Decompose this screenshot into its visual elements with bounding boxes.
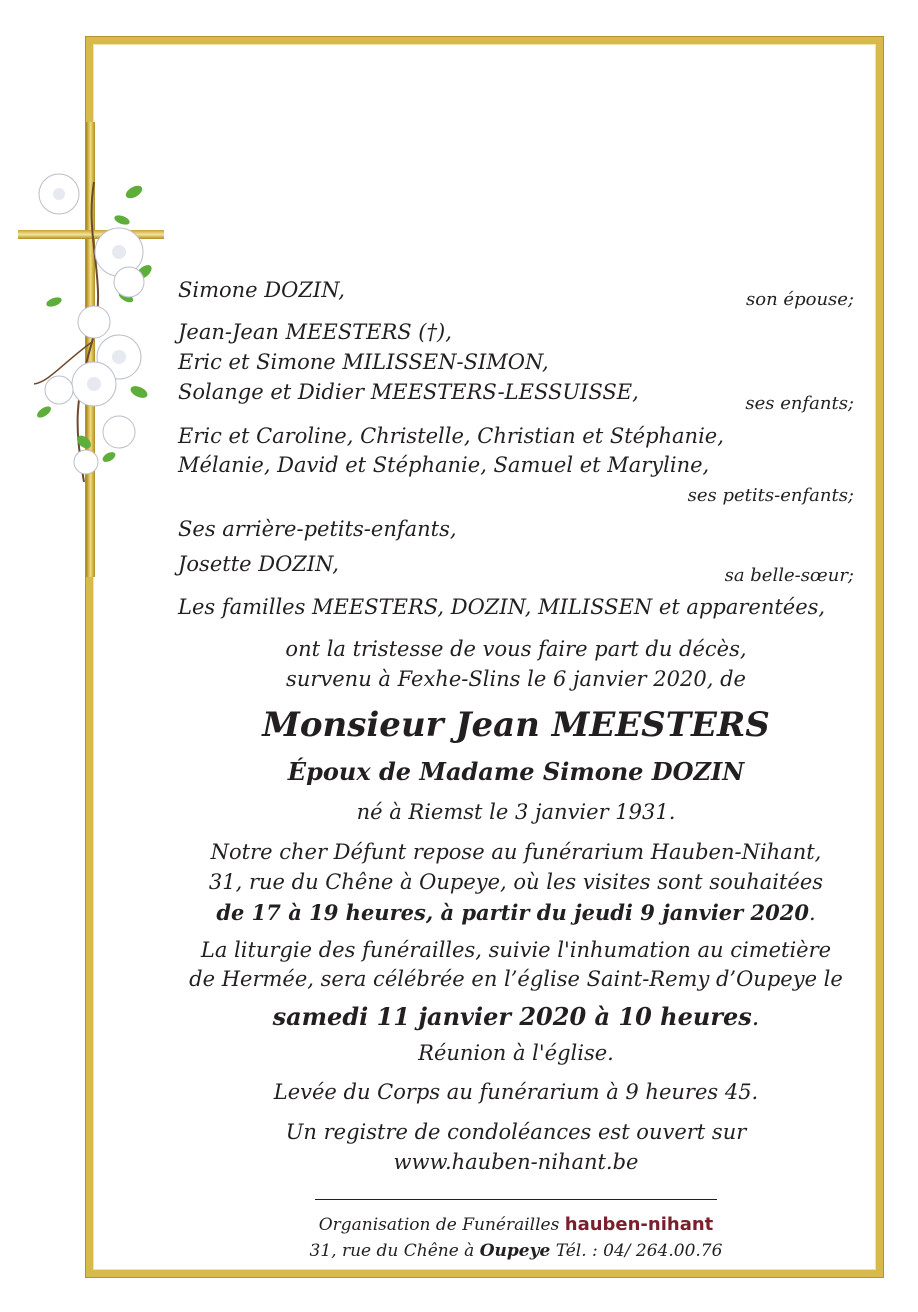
footer-org: [150, 1214, 882, 1235]
repose-line: 31, rue du Chêne à Oupeye, où les visites sont souhaitées: [208, 870, 824, 894]
reunion-line: Réunion à l'église.: [418, 1041, 614, 1065]
funeral-date-end: .: [751, 1003, 760, 1031]
levee-line: Levée du Corps au funérarium à 9 heures 45.: [273, 1080, 759, 1104]
footer-addr-prefix: 31, rue du Chêne à: [309, 1241, 475, 1261]
repose-line: Notre cher Défunt repose au funérarium Hauben-Nihant,: [210, 840, 822, 864]
brand-logo: hauben-nihant: [564, 1214, 714, 1235]
cross-icon: [14, 122, 164, 577]
liturgy-line: de Hermée, sera célébrée en l’église Saint-Remy d’Oupeye le: [189, 967, 843, 991]
announcement-line: ont la tristesse de vous faire part du décès,: [285, 637, 747, 661]
spouse-name: Simone DOZIN,: [178, 278, 345, 302]
sister-in-law-name: Josette DOZIN,: [178, 552, 339, 576]
funeral-date: [150, 1002, 882, 1031]
visit-hours: [150, 900, 882, 925]
grandchildren-line: Mélanie, David et Stéphanie, Samuel et Maryline,: [178, 453, 710, 477]
visit-hours-end: .: [808, 901, 816, 925]
funeral-date-bold: samedi 11 janvier 2020 à 10 heures: [272, 1002, 752, 1031]
child-name: Solange et Didier MEESTERS-LESSUISSE,: [178, 380, 639, 404]
great-grandchildren: Ses arrière-petits-enfants,: [178, 517, 457, 541]
families-line: Les familles MEESTERS, DOZIN, MILISSEN et apparentées,: [178, 595, 826, 619]
spouse-relation: son épouse;: [746, 289, 854, 310]
cross-flowers-illustration: [14, 122, 164, 577]
footer-addr-tel: Tél. : 04/ 264.00.76: [555, 1241, 723, 1261]
grandchildren-line: Eric et Caroline, Christelle, Christian et Stéphanie,: [178, 424, 724, 448]
children-relation: ses enfants;: [745, 393, 854, 414]
footer-divider: [315, 1199, 717, 1200]
registry-line: Un registre de condoléances est ouvert sur: [285, 1120, 747, 1144]
liturgy-line: La liturgie des funérailles, suivie l'inhumation au cimetière: [200, 938, 832, 962]
footer-org-label: Organisation de Funérailles: [318, 1215, 560, 1235]
registry-url[interactable]: www.hauben-nihant.be: [393, 1150, 639, 1174]
visit-hours-bold: de 17 à 19 heures, à partir du jeudi 9 janvier 2020: [216, 900, 809, 925]
grandchildren-relation: ses petits-enfants;: [687, 485, 854, 506]
birth-info: né à Riemst le 3 janvier 1931.: [356, 800, 676, 824]
child-name: Jean-Jean MEESTERS (†),: [178, 320, 452, 344]
footer-address: [150, 1241, 882, 1261]
footer-addr-city: Oupeye: [479, 1241, 551, 1261]
child-name: Eric et Simone MILISSEN-SIMON,: [178, 350, 549, 374]
announcement-line: survenu à Fexhe-Slins le 6 janvier 2020, de: [286, 667, 746, 691]
spouse-of: Époux de Madame Simone DOZIN: [287, 757, 745, 786]
deceased-name: Monsieur Jean MEESTERS: [262, 705, 770, 745]
sister-in-law-relation: sa belle-sœur;: [724, 565, 854, 586]
